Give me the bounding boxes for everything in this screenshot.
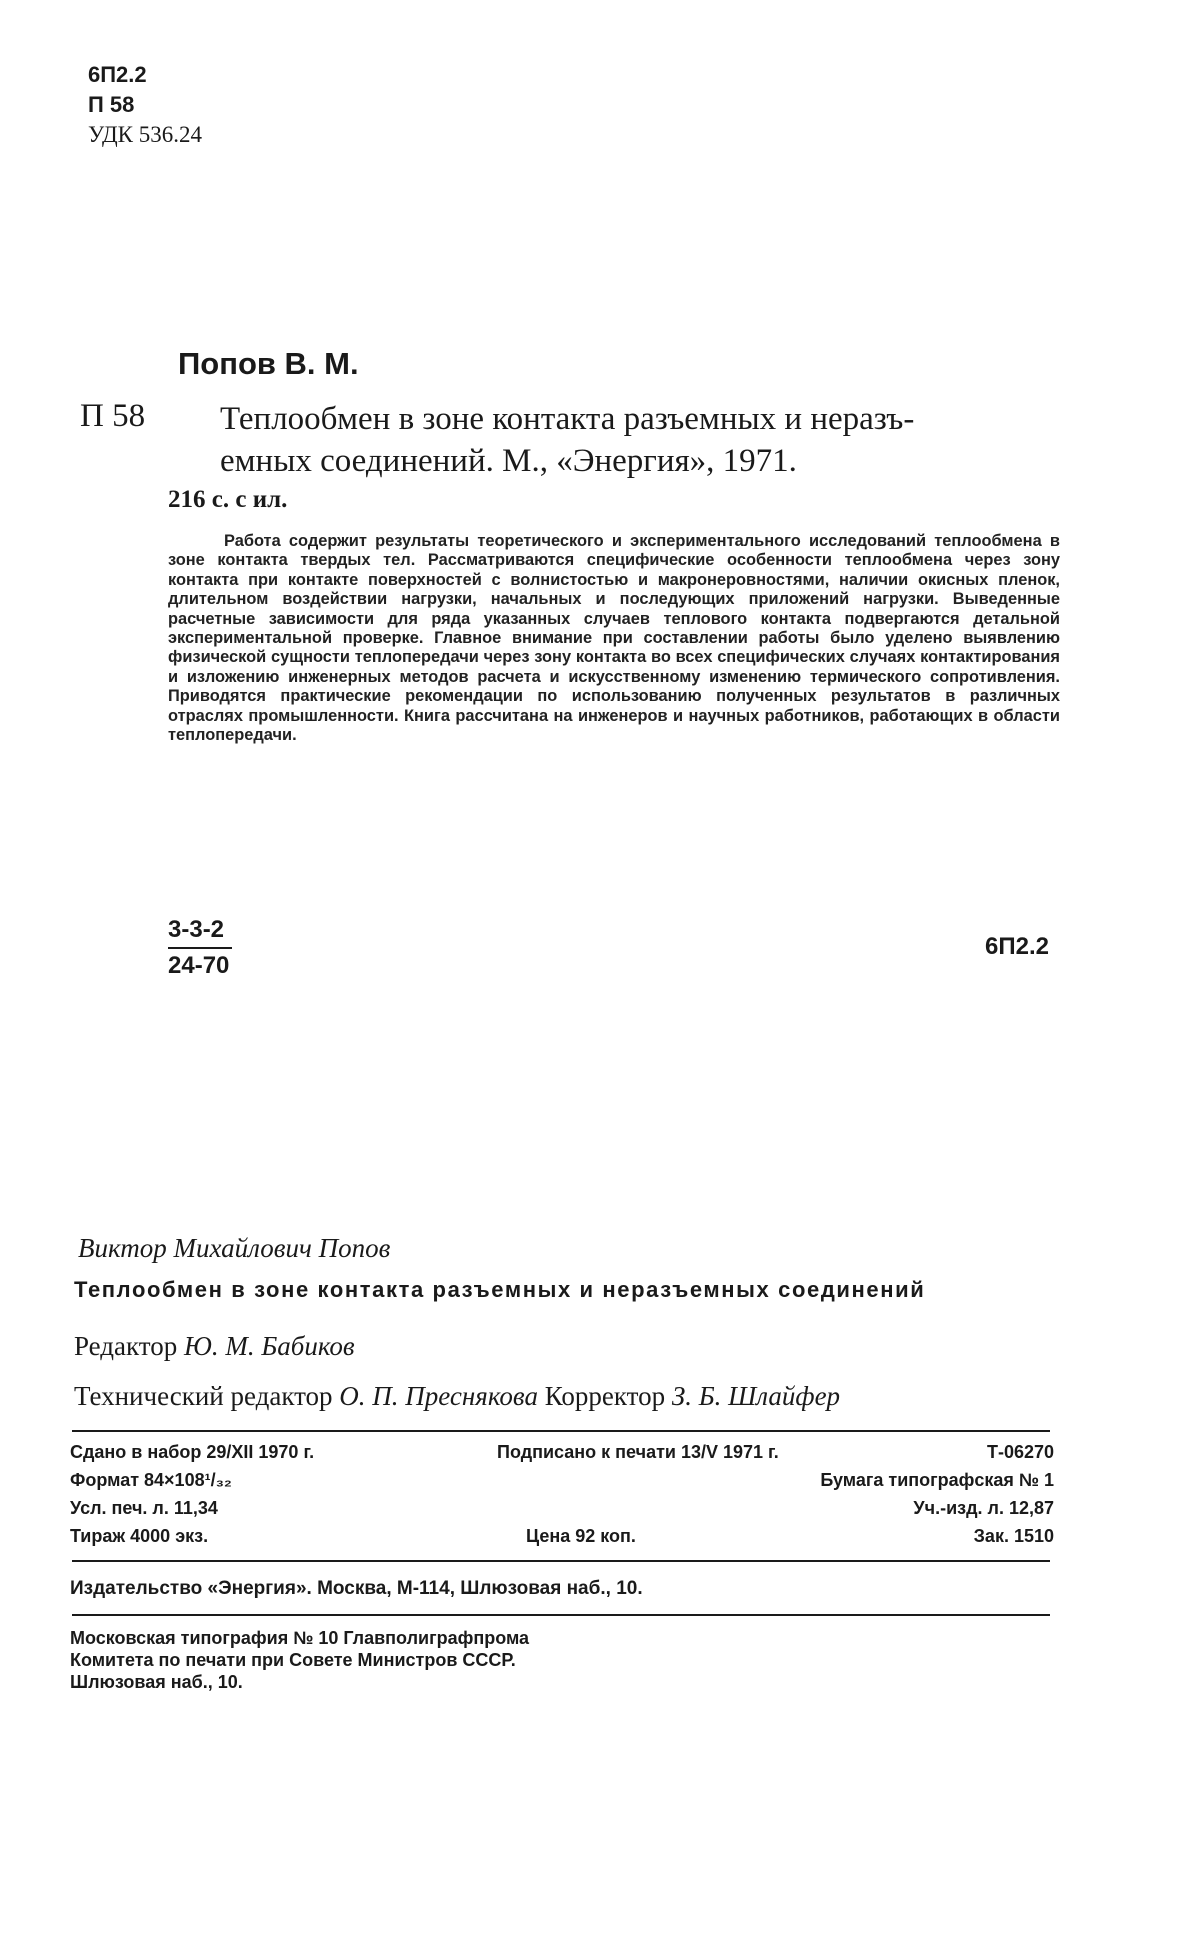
book-abstract: Работа содержит результаты теоретического и экспериментального исследований теплообмена в зоне контакта твердых тел. Рассматриваются специфические особенности теплообмена через зону контакта при контакте поверхностей с волнистостью и макронеровностями, наличии окисных пленок, длительном воздействии нагрузки, начальных и последующих приложений нагрузки. Выведенные расчетные зависимости для ряда указанных случаев теплового контакта подвергаются детальной экспериментальной проверке. Главное внимание при составлении работы было уделено выявлению физической сущности теплопередачи через зону контакта во всех специфических случаях контактирования и изложению инженерных методов расчета и искусственному изменению термического сопротивления. Приводятся практические рекомендации по использованию полученных результатов в различных отраслях промышленности. Книга рассчитана на инженеров и научных работников, работающих в области теплопередачи. <box>168 532 1060 745</box>
udk-code: УДК 536.24 <box>88 122 202 147</box>
editor-name: Ю. М. Бабиков <box>183 1331 355 1361</box>
corrector-name: З. Б. Шлайфер <box>671 1381 841 1411</box>
printer-line-3: Шлюзовая наб., 10. <box>70 1672 243 1692</box>
book-author: Попов В. М. <box>178 346 359 381</box>
classification-codes <box>88 60 202 150</box>
bbk-code-right: 6П2.2 <box>985 933 1049 960</box>
book-title-line-2: емных соединений. М., «Энергия», 1971. <box>220 443 797 479</box>
printer-line-2: Комитета по печати при Совете Министров СССР. <box>70 1650 516 1670</box>
print-run: Тираж 4000 экз. <box>70 1526 209 1546</box>
paper-type: Бумага типографская № 1 <box>820 1470 1054 1490</box>
fraction-denominator: 24-70 <box>168 952 230 979</box>
bbk-code: 6П2.2 <box>88 62 147 87</box>
price: Цена 92 коп. <box>526 1526 636 1546</box>
typeset-date: Сдано в набор 29/XII 1970 г. <box>70 1442 315 1462</box>
divider-top <box>72 1430 1050 1432</box>
fraction-numerator: 3-3-2 <box>168 913 232 949</box>
imprint-title: Теплообмен в зоне контакта разъемных и неразъемных соединений <box>74 1277 926 1302</box>
corrector-label: Корректор <box>544 1381 666 1411</box>
order-number: Зак. 1510 <box>973 1526 1054 1546</box>
publishing-sheets: Уч.-изд. л. 12,87 <box>913 1498 1054 1518</box>
imprint-tech-editor <box>74 1381 840 1412</box>
author-index: П 58 <box>88 92 135 117</box>
publisher-address: Издательство «Энергия». Москва, М-114, Шлюзовая наб., 10. <box>70 1578 643 1599</box>
divider-middle <box>72 1560 1050 1562</box>
tech-editor-name: О. П. Преснякова <box>339 1381 538 1411</box>
author-mark: П 58 <box>80 398 146 434</box>
conditional-sheets: Усл. печ. л. 11,34 <box>70 1498 218 1518</box>
book-title <box>220 398 914 482</box>
printer-line-1: Московская типография № 10 Главполиграфпрома <box>70 1628 530 1648</box>
signed-date: Подписано к печати 13/V 1971 г. <box>497 1442 779 1462</box>
format: Формат 84×108¹/₃₂ <box>70 1470 232 1490</box>
book-title-line-1: Теплообмен в зоне контакта разъемных и неразъ- <box>220 401 915 437</box>
printer-info <box>70 1627 529 1693</box>
divider-bottom <box>72 1614 1050 1616</box>
page-count: 216 с. с ил. <box>168 486 288 513</box>
imprint-author: Виктор Михайлович Попов <box>78 1233 391 1263</box>
index-fraction <box>168 913 232 983</box>
imprint-editor <box>74 1331 355 1362</box>
tech-editor-label: Технический редактор <box>74 1381 333 1411</box>
editor-label: Редактор <box>74 1331 178 1361</box>
order-code: Т-06270 <box>986 1442 1054 1462</box>
